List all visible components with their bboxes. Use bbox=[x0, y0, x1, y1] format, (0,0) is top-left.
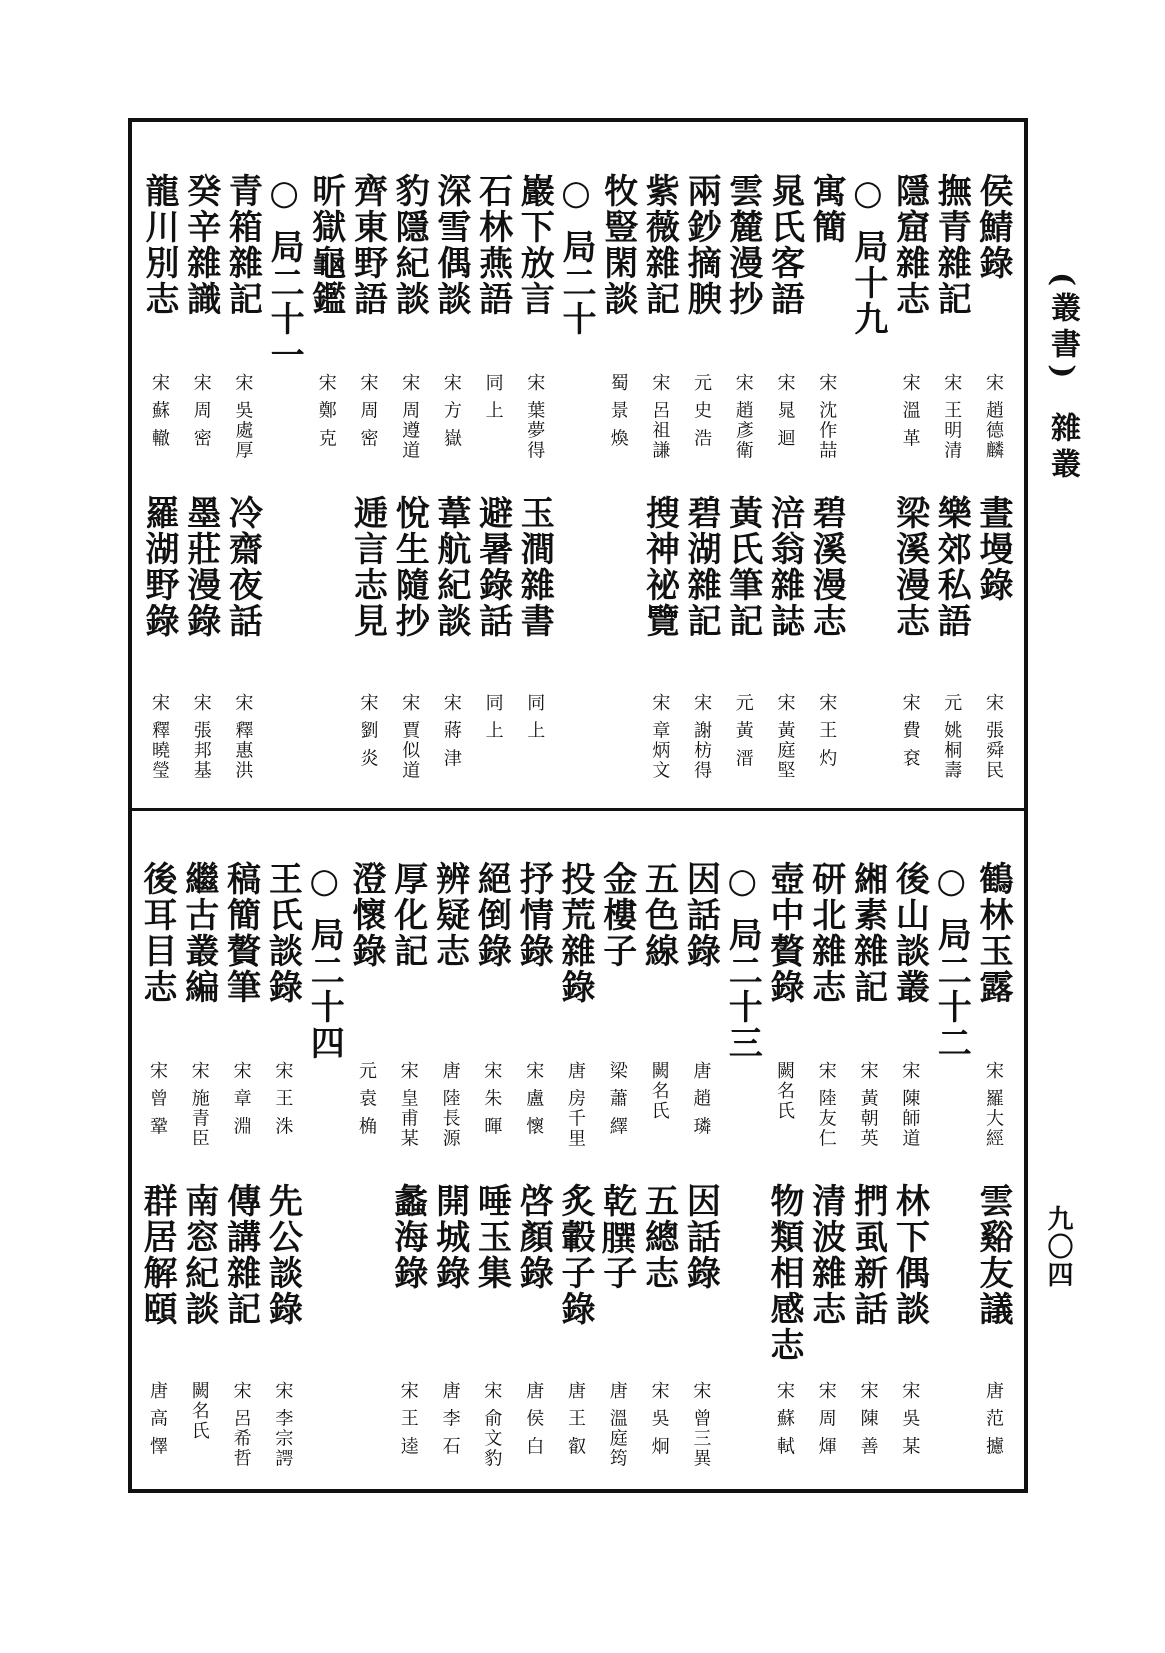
author-upper: 宋 王明清 bbox=[941, 373, 963, 461]
author-upper: 元 袁 桷 bbox=[356, 1061, 377, 1137]
author-lower: 唐 范 攄 bbox=[983, 1381, 1004, 1457]
title-lower: 梁溪漫志 bbox=[889, 495, 930, 639]
author-lower: 宋 張舜民 bbox=[983, 693, 1004, 781]
author-upper: 宋 盧 懷 bbox=[523, 1061, 545, 1137]
entry-column bbox=[762, 165, 808, 805]
entry-column bbox=[176, 853, 222, 1488]
lower-section bbox=[130, 853, 1020, 1488]
title-lower: 南窓紀談 bbox=[178, 1183, 219, 1327]
entry-column bbox=[134, 853, 180, 1488]
title-upper: 厚化記 bbox=[387, 861, 428, 969]
entry-column bbox=[303, 165, 349, 805]
entry-column bbox=[970, 853, 1016, 1488]
title-upper: 研北雜志 bbox=[805, 861, 846, 1005]
title-upper: 侯鯖錄 bbox=[973, 173, 1013, 281]
title-upper: 鶴林玉露 bbox=[973, 861, 1013, 1005]
title-upper: 撫青雜記 bbox=[931, 173, 972, 317]
title-upper: 兩鈔摘腴 bbox=[681, 173, 722, 317]
title-upper: 投荒雜錄 bbox=[555, 861, 595, 1005]
title-lower: 先公談錄 bbox=[262, 1183, 303, 1327]
section-heading-column bbox=[928, 853, 974, 1488]
title-lower: 涪翁雜誌 bbox=[764, 495, 805, 639]
author-lower: 唐 溫庭筠 bbox=[606, 1381, 628, 1469]
author-upper: 宋 蘇 轍 bbox=[149, 373, 170, 449]
entry-column bbox=[468, 853, 514, 1488]
author-upper: 宋 吳處厚 bbox=[232, 373, 254, 461]
author-upper: 宋 章 淵 bbox=[230, 1061, 252, 1137]
title-lower: 蠡海錄 bbox=[387, 1183, 428, 1291]
title-upper: 稿簡贅筆 bbox=[220, 861, 261, 1005]
author-lower: 唐 高 懌 bbox=[147, 1381, 168, 1457]
entry-column bbox=[219, 165, 265, 805]
title-lower: 捫虱新話 bbox=[847, 1183, 888, 1327]
author-lower: 唐 李 石 bbox=[439, 1381, 461, 1457]
author-lower: 宋 李宗諤 bbox=[272, 1381, 294, 1469]
author-upper: 宋 方 嶽 bbox=[440, 373, 462, 449]
author-upper: 宋 葉夢得 bbox=[524, 373, 546, 461]
title-upper: 五色線 bbox=[638, 861, 679, 969]
title-lower: 碧湖雜記 bbox=[681, 495, 722, 639]
author-upper: 宋 陳師道 bbox=[899, 1061, 921, 1149]
entry-column bbox=[428, 165, 474, 805]
entry-column bbox=[511, 165, 557, 805]
entry-column bbox=[345, 165, 391, 805]
title-upper: 因話錄 bbox=[680, 861, 721, 969]
author-lower: 宋 黃庭堅 bbox=[774, 693, 796, 781]
title-lower: 傳講雜記 bbox=[220, 1183, 261, 1327]
title-lower: 冷齋夜話 bbox=[222, 495, 263, 639]
entry-column bbox=[678, 165, 724, 805]
author-upper: 宋 周 密 bbox=[357, 373, 379, 449]
author-upper: 唐 陸長源 bbox=[439, 1061, 461, 1149]
author-lower: 宋 吳 炯 bbox=[648, 1381, 670, 1457]
title-upper: 癸辛雜識 bbox=[180, 173, 221, 317]
title-lower: 逓言志見 bbox=[347, 495, 388, 639]
title-lower: 林下偶談 bbox=[889, 1183, 930, 1327]
entry-column bbox=[803, 165, 849, 805]
entry-column bbox=[595, 165, 641, 805]
section-heading-column bbox=[261, 165, 307, 805]
author-lower: 元 黃 溍 bbox=[732, 693, 754, 769]
title-upper: 後山談叢 bbox=[889, 861, 930, 1005]
author-upper: 宋 陸友仁 bbox=[815, 1061, 837, 1149]
author-upper: 宋 周 密 bbox=[190, 373, 212, 449]
author-lower: 元 姚桐壽 bbox=[941, 693, 963, 781]
entry-column bbox=[928, 165, 974, 805]
author-lower: 闕名氏 bbox=[188, 1381, 210, 1441]
author-upper: 梁 蕭 繹 bbox=[606, 1061, 628, 1137]
title-lower: 晝墁錄 bbox=[973, 495, 1013, 603]
title-upper: 繼古叢編 bbox=[178, 861, 219, 1005]
title-upper: 齊東野語 bbox=[347, 173, 388, 317]
title-lower: 啓顏錄 bbox=[513, 1183, 554, 1291]
author-lower: 宋 陳 善 bbox=[857, 1381, 879, 1457]
author-lower: 宋 蘇 軾 bbox=[774, 1381, 795, 1457]
author-upper: 宋 羅大經 bbox=[983, 1061, 1004, 1149]
section-heading: ○ 局二十 bbox=[556, 173, 596, 337]
title-upper: 龍川別志 bbox=[139, 173, 179, 317]
author-lower: 宋 曾三異 bbox=[690, 1381, 712, 1469]
author-upper: 宋 鄭 克 bbox=[315, 373, 337, 449]
author-upper: 唐 房千里 bbox=[565, 1061, 586, 1149]
author-upper: 宋 施青臣 bbox=[188, 1061, 210, 1149]
category-label: 雜叢 bbox=[1045, 412, 1080, 484]
author-lower: 同 上 bbox=[482, 693, 504, 741]
author-lower: 宋 釋惠洪 bbox=[232, 693, 254, 781]
section-heading-column bbox=[553, 165, 599, 805]
title-lower: 羅湖野錄 bbox=[139, 495, 179, 639]
author-lower: 宋 吳 某 bbox=[899, 1381, 921, 1457]
entry-column bbox=[720, 165, 766, 805]
author-upper: 唐 趙 璘 bbox=[690, 1061, 712, 1137]
entry-column bbox=[385, 853, 431, 1488]
entry-column bbox=[218, 853, 264, 1488]
author-lower: 宋 賈似道 bbox=[399, 693, 421, 781]
entry-column bbox=[259, 853, 305, 1488]
entry-column bbox=[510, 853, 556, 1488]
title-lower: 避暑錄話 bbox=[472, 495, 513, 639]
author-lower: 宋 劉 炎 bbox=[357, 693, 379, 769]
title-lower: 悅生隨抄 bbox=[389, 495, 430, 639]
section-heading-column bbox=[719, 853, 765, 1488]
entry-column bbox=[636, 853, 682, 1488]
title-upper: 隱窟雜志 bbox=[889, 173, 930, 317]
entry-column bbox=[636, 165, 682, 805]
title-lower: 炙轂子錄 bbox=[555, 1183, 595, 1327]
section-divider bbox=[128, 808, 1028, 811]
author-lower: 宋 王 灼 bbox=[816, 693, 838, 769]
series-label: (叢書) bbox=[1045, 272, 1080, 385]
upper-section bbox=[130, 165, 1020, 805]
entry-column bbox=[343, 853, 389, 1488]
author-lower: 宋 俞文豹 bbox=[481, 1381, 503, 1469]
entry-column bbox=[386, 165, 432, 805]
author-upper: 宋 黃朝英 bbox=[857, 1061, 879, 1149]
entry-column bbox=[887, 165, 933, 805]
title-lower: 搜神祕覽 bbox=[639, 495, 680, 639]
author-upper: 宋 晁 迴 bbox=[774, 373, 796, 449]
author-upper: 元 史 浩 bbox=[691, 373, 713, 449]
title-upper: 壺中贅錄 bbox=[764, 861, 804, 1005]
author-upper: 宋 呂祖謙 bbox=[649, 373, 671, 461]
author-lower: 宋 謝枋得 bbox=[691, 693, 713, 781]
title-upper: 緗素雜記 bbox=[847, 861, 888, 1005]
author-upper: 同 上 bbox=[482, 373, 504, 421]
section-heading: ○ 局十九 bbox=[847, 173, 888, 337]
title-lower: 玉澗雜書 bbox=[514, 495, 555, 639]
entry-column bbox=[970, 165, 1016, 805]
title-upper: 王氏談錄 bbox=[262, 861, 303, 1005]
title-lower: 墨莊漫錄 bbox=[180, 495, 221, 639]
author-lower: 同 上 bbox=[524, 693, 546, 741]
title-lower: 清波雜志 bbox=[805, 1183, 846, 1327]
section-heading-column bbox=[301, 853, 347, 1488]
title-upper: 澄懷錄 bbox=[346, 861, 386, 969]
title-upper: 石林燕語 bbox=[472, 173, 513, 317]
author-upper: 宋 王 洙 bbox=[272, 1061, 294, 1137]
title-upper: 牧豎閑談 bbox=[597, 173, 638, 317]
entry-column bbox=[552, 853, 598, 1488]
entry-column bbox=[178, 165, 224, 805]
title-upper: 辨疑志 bbox=[429, 861, 470, 969]
entry-column bbox=[845, 853, 891, 1488]
title-upper: 深雪偶談 bbox=[430, 173, 471, 317]
author-upper: 闕名氏 bbox=[774, 1061, 795, 1121]
entry-column bbox=[803, 853, 849, 1488]
title-upper: 豹隱紀談 bbox=[389, 173, 430, 317]
author-upper: 宋 沈作喆 bbox=[816, 373, 838, 461]
title-upper: 抒情錄 bbox=[513, 861, 554, 969]
title-lower: 碧溪漫志 bbox=[806, 495, 847, 639]
title-upper: 晁氏客語 bbox=[764, 173, 805, 317]
title-upper: 巖下放言 bbox=[514, 173, 555, 317]
author-upper: 宋 周遵道 bbox=[399, 373, 421, 461]
title-upper: 金樓子 bbox=[596, 861, 637, 969]
author-upper: 宋 趙德麟 bbox=[983, 373, 1004, 461]
title-lower: 雲谿友議 bbox=[973, 1183, 1013, 1327]
section-heading: ○ 局二十二 bbox=[931, 861, 972, 1061]
page-number: 九〇四 bbox=[1043, 1205, 1073, 1289]
entry-column bbox=[761, 853, 807, 1488]
section-heading: ○ 局二十三 bbox=[722, 861, 763, 1061]
title-lower: 群居解頤 bbox=[137, 1183, 177, 1327]
title-lower: 開城錄 bbox=[429, 1183, 470, 1291]
author-lower: 宋 張邦基 bbox=[190, 693, 212, 781]
title-lower: 黃氏筆記 bbox=[722, 495, 763, 639]
title-lower: 樂郊私語 bbox=[931, 495, 972, 639]
title-lower: 葦航紀談 bbox=[430, 495, 471, 639]
entry-column bbox=[886, 853, 932, 1488]
title-lower: 唾玉集 bbox=[471, 1183, 512, 1291]
title-upper: 後耳目志 bbox=[137, 861, 177, 1005]
title-upper: 青箱雜記 bbox=[222, 173, 263, 317]
title-lower: 五總志 bbox=[638, 1183, 679, 1291]
section-heading: ○ 局二十四 bbox=[304, 861, 345, 1061]
entry-column bbox=[136, 165, 182, 805]
author-lower: 唐 王 叡 bbox=[565, 1381, 586, 1457]
author-upper: 宋 曾 鞏 bbox=[147, 1061, 168, 1137]
entry-column bbox=[594, 853, 640, 1488]
author-lower: 宋 周 煇 bbox=[815, 1381, 837, 1457]
entry-column bbox=[427, 853, 473, 1488]
author-upper: 蜀 景 煥 bbox=[607, 373, 629, 449]
author-upper: 宋 溫 革 bbox=[899, 373, 921, 449]
entry-column bbox=[470, 165, 516, 805]
title-upper: 絕倒錄 bbox=[471, 861, 512, 969]
title-lower: 因話錄 bbox=[680, 1183, 721, 1291]
author-lower: 宋 蔣 津 bbox=[440, 693, 462, 769]
author-lower: 宋 章炳文 bbox=[649, 693, 671, 781]
title-lower: 物類相感志 bbox=[764, 1183, 804, 1363]
title-upper: 昕獄龜鑑 bbox=[305, 173, 346, 317]
author-upper: 宋 朱 暉 bbox=[481, 1061, 503, 1137]
author-lower: 宋 費 袞 bbox=[899, 693, 921, 769]
title-upper: 紫薇雜記 bbox=[639, 173, 680, 317]
title-lower: 乾𦠆子 bbox=[596, 1183, 637, 1291]
author-lower: 宋 王 逵 bbox=[397, 1381, 419, 1457]
author-upper: 宋 趙彥衛 bbox=[732, 373, 754, 461]
author-lower: 宋 釋曉瑩 bbox=[149, 693, 170, 781]
section-heading: ○ 局二十一 bbox=[264, 173, 305, 373]
title-upper: 雲麓漫抄 bbox=[722, 173, 763, 317]
author-lower: 宋 呂希哲 bbox=[230, 1381, 252, 1469]
section-heading-column bbox=[845, 165, 891, 805]
author-lower: 唐 侯 白 bbox=[523, 1381, 545, 1457]
author-upper: 闕名氏 bbox=[648, 1061, 670, 1121]
author-upper: 宋 皇甫某 bbox=[397, 1061, 419, 1149]
entry-column bbox=[677, 853, 723, 1488]
title-upper: 寓簡 bbox=[806, 173, 847, 245]
